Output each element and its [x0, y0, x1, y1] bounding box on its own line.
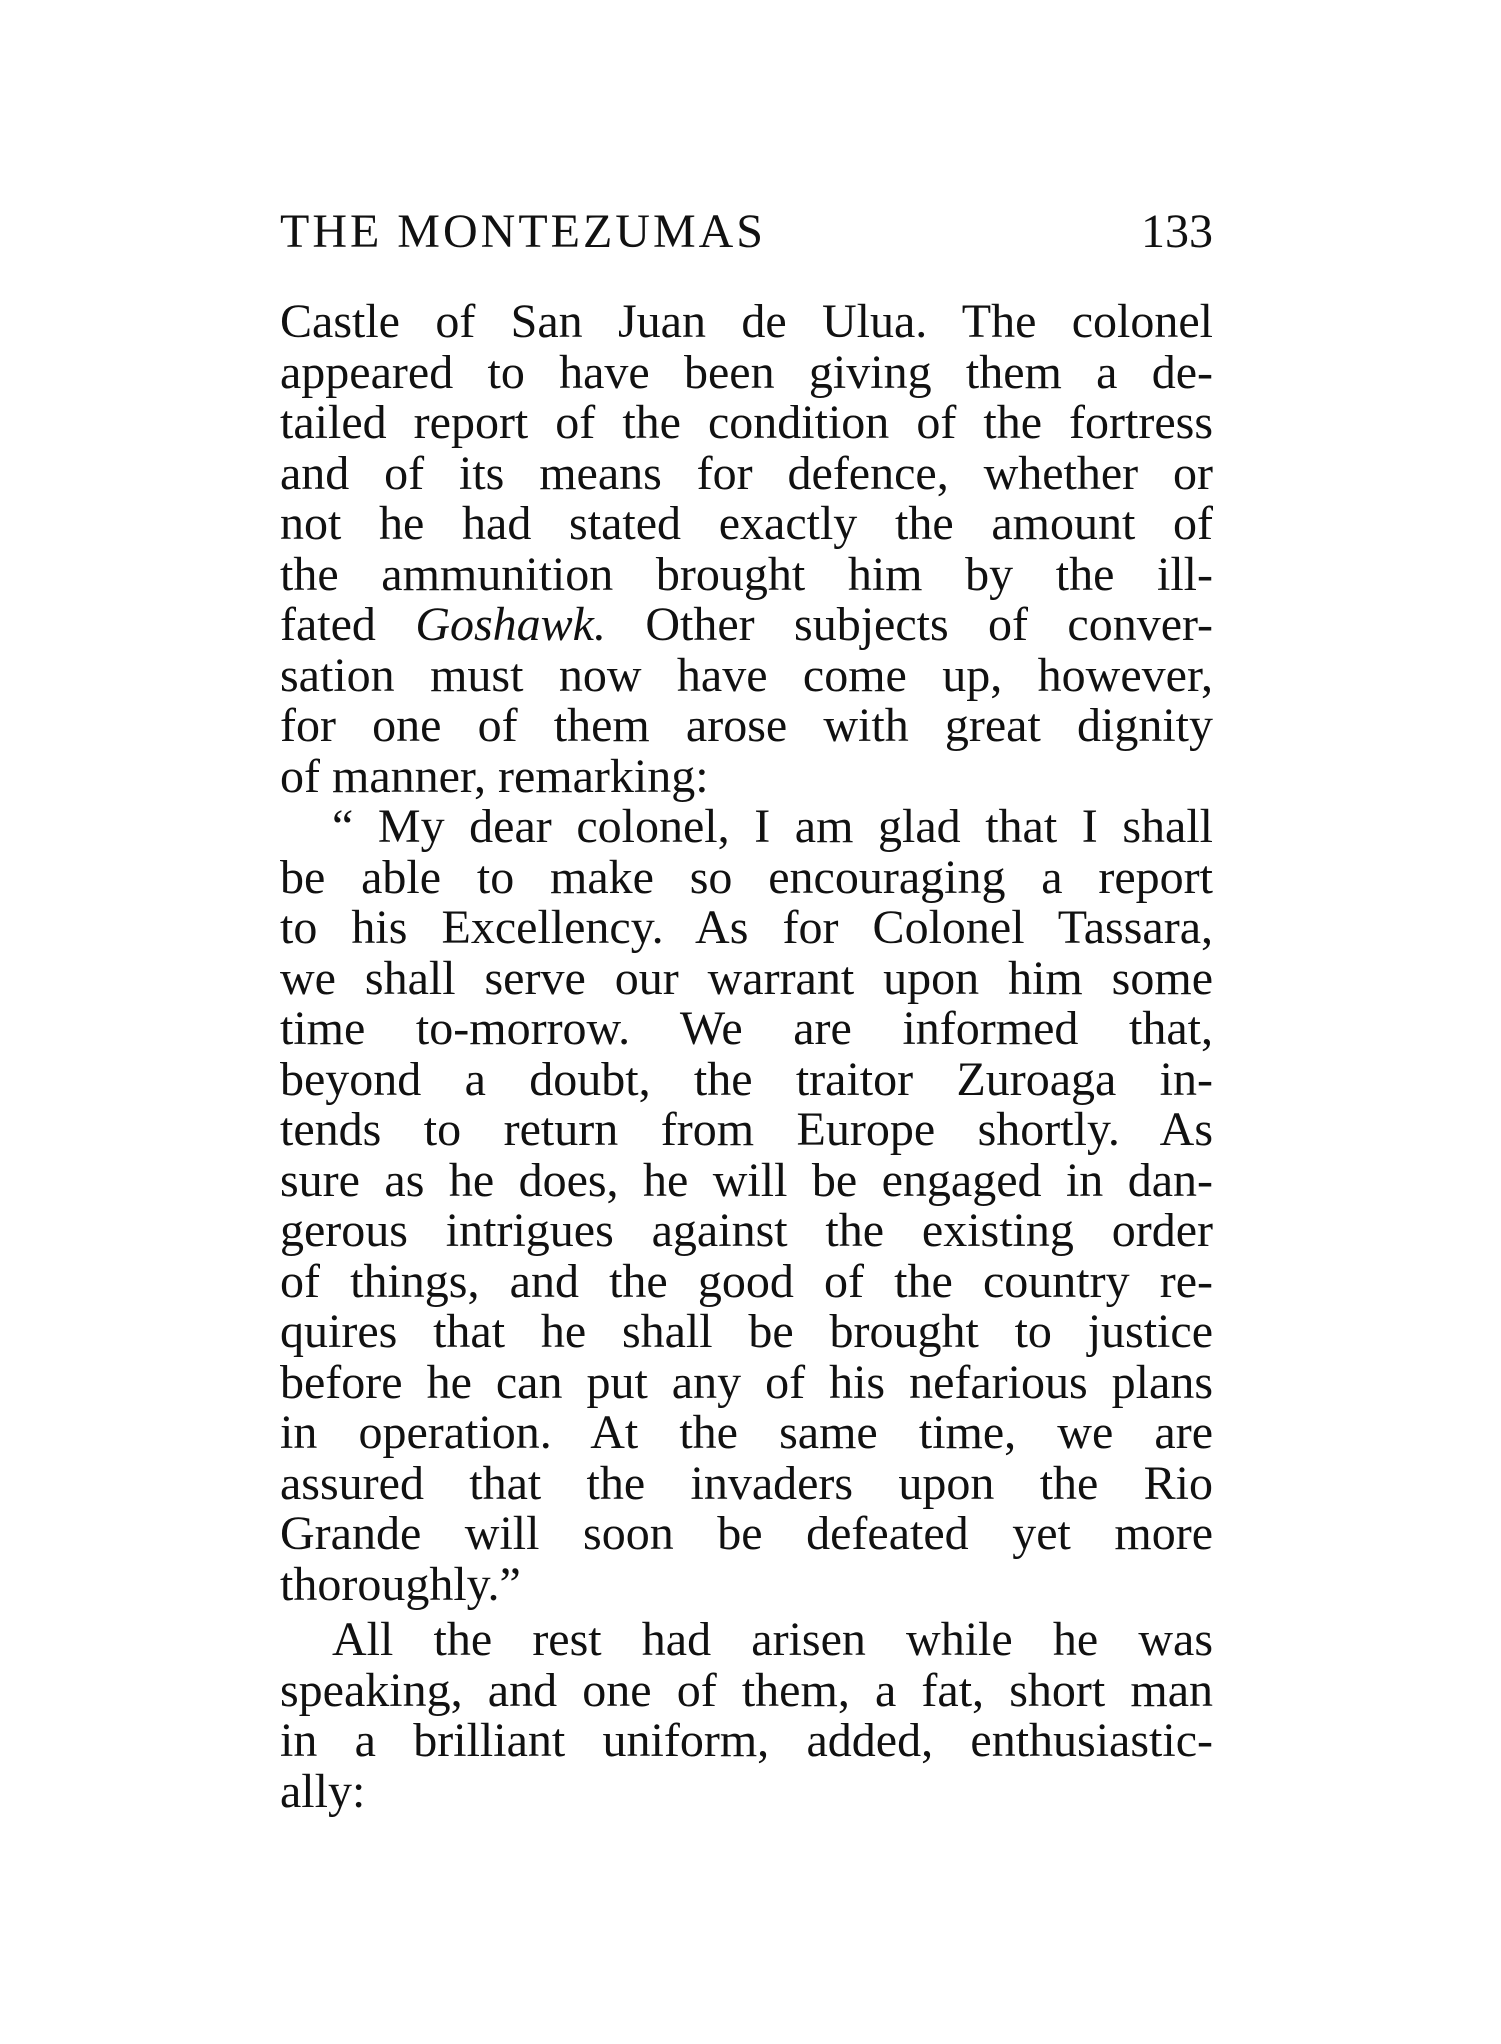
text-line-18: sure as he does, he will be engaged in dan-	[280, 1153, 1213, 1207]
text-line-29: in a brilliant uniform, added, enthusiastic-	[280, 1714, 1213, 1767]
text-line-2: appeared to have been giving them a de-	[280, 345, 1213, 399]
text-line-27: All the rest had arisen while he was	[332, 1613, 1213, 1666]
text-line-28: speaking, and one of them, a fat, short man	[280, 1663, 1213, 1717]
body-text	[280, 297, 1213, 1817]
text-line-11: “ My dear colonel, I am glad that I shall	[332, 800, 1213, 853]
text-line-5: not he had stated exactly the amount of	[280, 497, 1213, 550]
text-line-17: tends to return from Europe shortly. As	[280, 1103, 1213, 1156]
text-line-26: thoroughly.”	[280, 1557, 521, 1611]
text-line-22: before he can put any of his nefarious plans	[280, 1355, 1213, 1409]
running-head	[280, 200, 1213, 264]
text-line-30: ally:	[280, 1764, 366, 1818]
text-line-4: and of its means for defence, whether or	[280, 446, 1213, 500]
text-line-25: Grande will soon be defeated yet more	[280, 1507, 1213, 1560]
text-line-24: assured that the invaders upon the Rio	[280, 1456, 1213, 1510]
text-line-7-start: fated	[280, 598, 416, 651]
text-line-6: the ammunition brought him by the ill-	[280, 547, 1213, 601]
running-title: THE MONTEZUMAS	[280, 205, 766, 258]
text-line-7-end: Other subjects of conver-	[605, 598, 1214, 651]
text-line-3: tailed report of the condition of the fortress	[280, 396, 1213, 449]
text-line-13: to his Excellency. As for Colonel Tassara,	[280, 901, 1213, 954]
text-line-21: quires that he shall be brought to justice	[280, 1305, 1213, 1358]
text-line-16: beyond a doubt, the traitor Zuroaga in-	[280, 1052, 1213, 1106]
text-line-7	[280, 600, 1213, 651]
ship-name: Goshawk.	[415, 598, 606, 651]
text-line-9: for one of them arose with great dignity	[280, 699, 1213, 752]
text-line-23: in operation. At the same time, we are	[280, 1406, 1213, 1459]
text-line-10: of manner, remarking:	[280, 749, 709, 803]
page-number: 133	[1141, 205, 1213, 258]
text-line-8: sation must now have come up, however,	[280, 648, 1213, 702]
text-line-12: be able to make so encouraging a report	[280, 850, 1213, 904]
text-line-14: we shall serve our warrant upon him some	[280, 951, 1213, 1005]
text-line-15: time to-morrow. We are informed that,	[280, 1002, 1213, 1055]
text-line-1: Castle of San Juan de Ulua. The colonel	[280, 295, 1213, 348]
text-line-19: gerous intrigues against the existing order	[280, 1204, 1213, 1257]
text-line-20: of things, and the good of the country re-	[280, 1254, 1213, 1308]
